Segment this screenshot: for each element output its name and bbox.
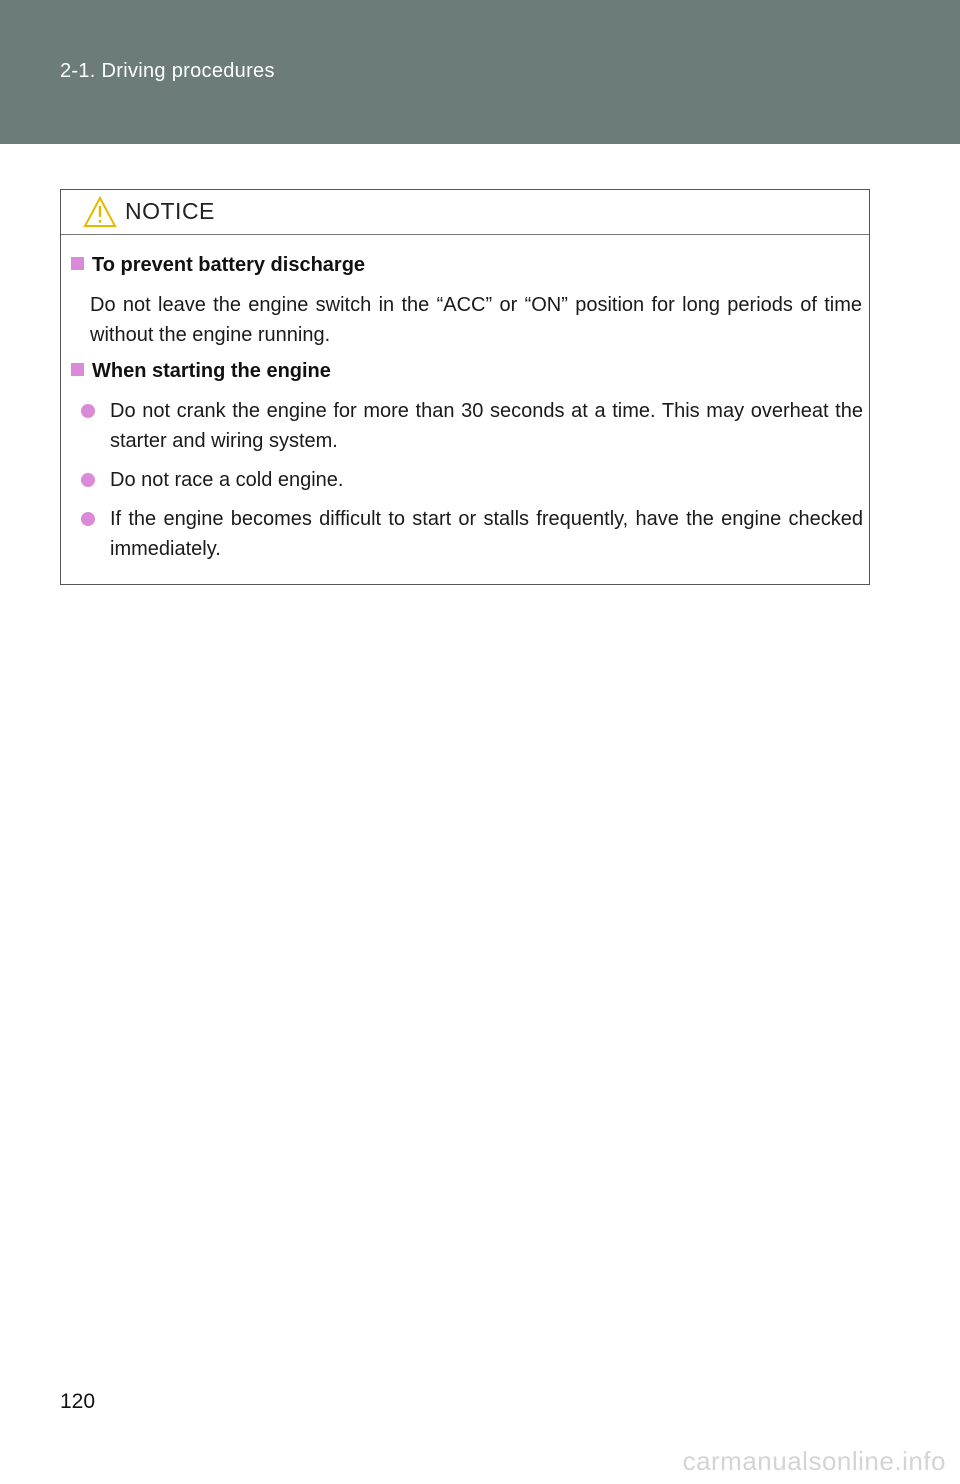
bullet-item: [81, 465, 863, 495]
circle-bullet-icon: [81, 473, 95, 487]
notice-box: [60, 189, 870, 585]
bullet-text: If the engine becomes difficult to start or stalls frequently, have the engine checked immediately.: [110, 508, 863, 560]
page-number: 120: [60, 1390, 96, 1413]
bullet-item: [81, 504, 863, 564]
battery-paragraph: Do not leave the engine switch in the “ACC” or “ON” position for long periods of time without the engine running.: [90, 294, 862, 346]
section-heading-starting: [71, 360, 331, 383]
bullet-text: Do not crank the engine for more than 30 seconds at a time. This may overheat the starter and wiring system.: [110, 400, 863, 452]
section-heading-text: To prevent battery discharge: [92, 254, 366, 276]
watermark: carmanualsonline.info: [682, 1446, 946, 1476]
circle-bullet-icon: [81, 404, 95, 418]
section-heading-battery: [71, 254, 365, 277]
warning-triangle-icon: [83, 196, 117, 228]
section-heading-text: When starting the engine: [92, 360, 331, 382]
notice-title: NOTICE: [125, 198, 215, 224]
square-bullet-icon: [71, 363, 84, 376]
bullet-item: [81, 396, 863, 456]
section-title: 2-1. Driving procedures: [60, 60, 275, 82]
circle-bullet-icon: [81, 512, 95, 526]
page-header: [0, 0, 960, 144]
bullet-text: Do not race a cold engine.: [110, 469, 344, 491]
square-bullet-icon: [71, 257, 84, 270]
notice-header: [61, 190, 869, 235]
